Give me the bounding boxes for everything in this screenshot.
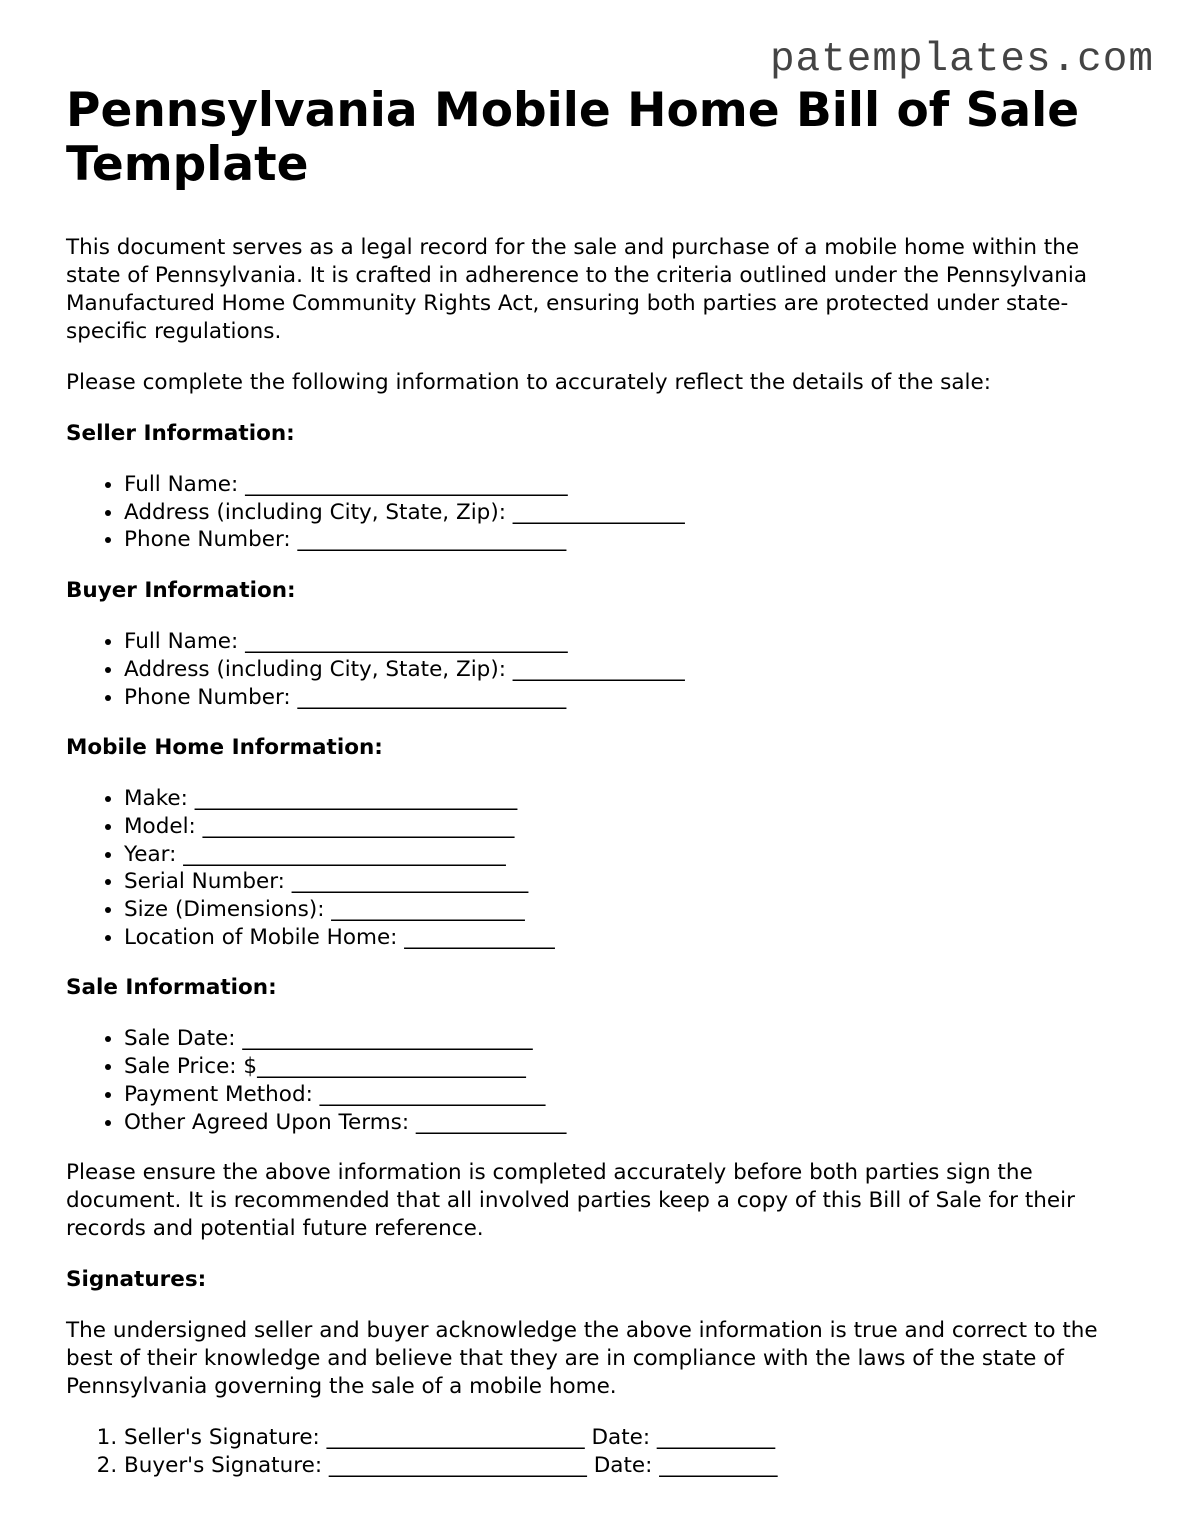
seller-address-field: • Address (including City, State, Zip): ________________ [124,499,1136,527]
size-field: • Size (Dimensions): __________________ [124,896,1136,924]
serial-number-field: • Serial Number: ______________________ [124,868,1136,896]
document-title: Pennsylvania Mobile Home Bill of Sale Template [66,83,1080,192]
buyer-address-field: • Address (including City, State, Zip): ________________ [124,656,1136,684]
signature-lines-list [66,1424,1136,1479]
payment-method-field: • Payment Method: _____________________ [124,1081,1136,1109]
watermark: patemplates.com [769,37,1154,83]
model-field: • Model: _____________________________ [124,813,1136,841]
mobile-home-heading: Mobile Home Information: [66,735,383,761]
instructions-paragraph: Please complete the following information to accurately reflect the details of the sale: [66,370,991,395]
buyer-full-name-field: • Full Name: ______________________________ [124,628,1136,656]
closing-paragraph: Please ensure the above information is completed accurately before both parties sign the document. It is recommended that all involved parties keep a copy of this Bill of Sale for their records and potential future reference. [66,1160,1075,1242]
document-page [66,84,1136,1480]
mobile-home-fields-list [66,785,1136,951]
sale-fields-list [66,1025,1136,1136]
sale-heading: Sale Information: [66,975,277,1001]
intro-paragraph: This document serves as a legal record for the sale and purchase of a mobile home within the state of Pennsylvania. It is crafted in adherence to the criteria outlined under the Pennsylvania Manufactured Home Community Rights Act, ensuring both parties are protected under state-specific regulations. [66,235,1088,344]
buyer-signature-line: 2. Buyer's Signature: ________________________ Date: ___________ [124,1452,1136,1480]
location-field: • Location of Mobile Home: ______________ [124,924,1136,952]
sale-date-field: • Sale Date: ___________________________ [124,1025,1136,1053]
seller-full-name-field: • Full Name: ______________________________ [124,471,1136,499]
buyer-fields-list [66,628,1136,711]
signatures-heading: Signatures: [66,1267,207,1293]
buyer-phone-field: • Phone Number: _________________________ [124,684,1136,712]
seller-heading: Seller Information: [66,421,295,446]
seller-signature-line: 1. Seller's Signature: ________________________ Date: ___________ [124,1424,1136,1452]
other-terms-field: • Other Agreed Upon Terms: ______________ [124,1109,1136,1137]
year-field: • Year: ______________________________ [124,841,1136,869]
seller-fields-list [66,471,1136,554]
seller-phone-field: • Phone Number: _________________________ [124,526,1136,554]
buyer-heading: Buyer Information: [66,578,296,604]
acknowledgement-paragraph: The undersigned seller and buyer acknowledge the above information is true and correct to the best of their knowledge and believe that they are in compliance with the laws of the state of Pennsylvania governing the sale of a mobile home. [66,1318,1098,1400]
sale-price-field: • Sale Price: $_________________________ [124,1053,1136,1081]
make-field: • Make: ______________________________ [124,785,1136,813]
